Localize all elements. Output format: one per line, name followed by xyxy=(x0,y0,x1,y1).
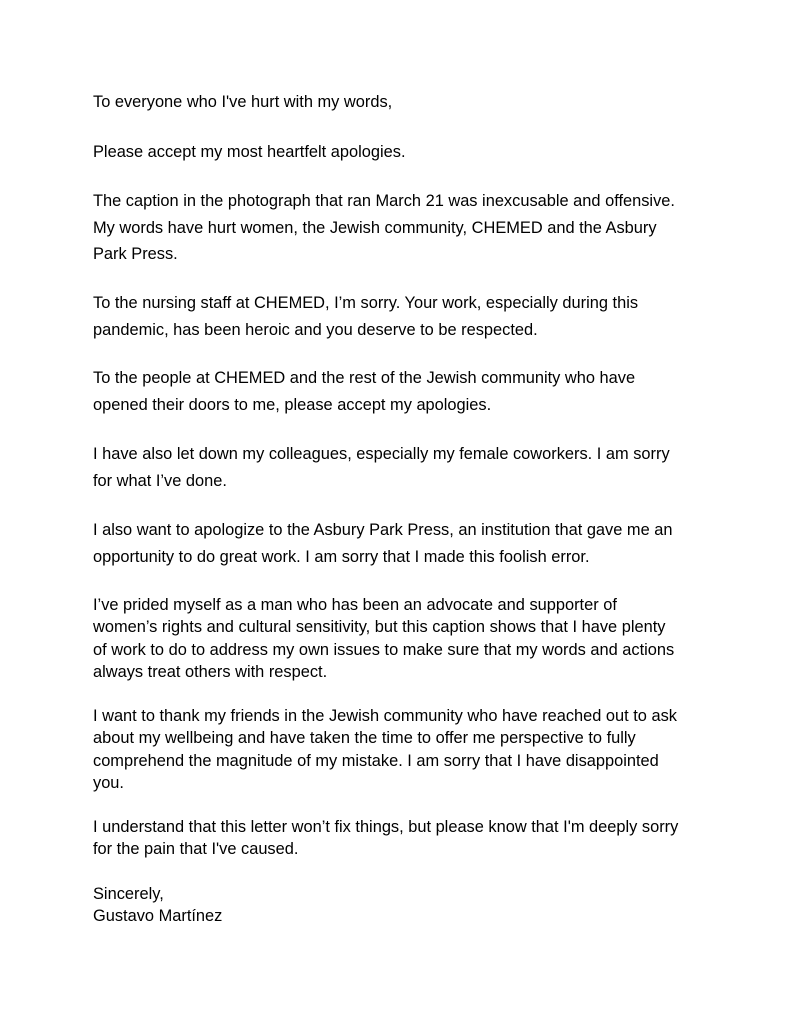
signature-name: Gustavo Martínez xyxy=(93,907,223,926)
paragraph-apology-intro: Please accept my most heartfelt apologies. xyxy=(93,143,406,161)
signature-block xyxy=(93,883,733,928)
paragraph-colleagues: I have also let down my colleagues, especially my female coworkers. I am sorry for what I’ve done. xyxy=(93,445,670,490)
paragraph-advocate: I’ve prided myself as a man who has been an advocate and supporter of women’s rights and cultural sensitivity, but this caption shows that I have plenty of work to do to address my own issues to make sure that my words and actions always treat others with respect. xyxy=(93,596,675,681)
paragraph-caption: The caption in the photograph that ran March 21 was inexcusable and offensive. My words have hurt women, the Jewish community, CHEMED and the Asbury Park Press. xyxy=(93,192,675,263)
paragraph-jewish-community: To the people at CHEMED and the rest of the Jewish community who have opened their doors to me, please accept my apologies. xyxy=(93,369,636,414)
paragraph-asbury-park-press: I also want to apologize to the Asbury Park Press, an institution that gave me an opportunity to do great work. I am sorry that I made this foolish error. xyxy=(93,521,673,566)
paragraph-thanks-friends: I want to thank my friends in the Jewish community who have reached out to ask about my wellbeing and have taken the time to offer me perspective to fully comprehend the magnitude of my mistake. I am sorry that I have disappointed you. xyxy=(93,707,677,792)
paragraph-nursing-staff: To the nursing staff at CHEMED, I’m sorry. Your work, especially during this pandemic, has been heroic and you deserve to be respected. xyxy=(93,294,639,339)
salutation: To everyone who I've hurt with my words, xyxy=(93,93,393,111)
closing: Sincerely, xyxy=(93,885,164,903)
paragraph-understand: I understand that this letter won’t fix things, but please know that I'm deeply sorry for the pain that I've caused. xyxy=(93,818,679,859)
